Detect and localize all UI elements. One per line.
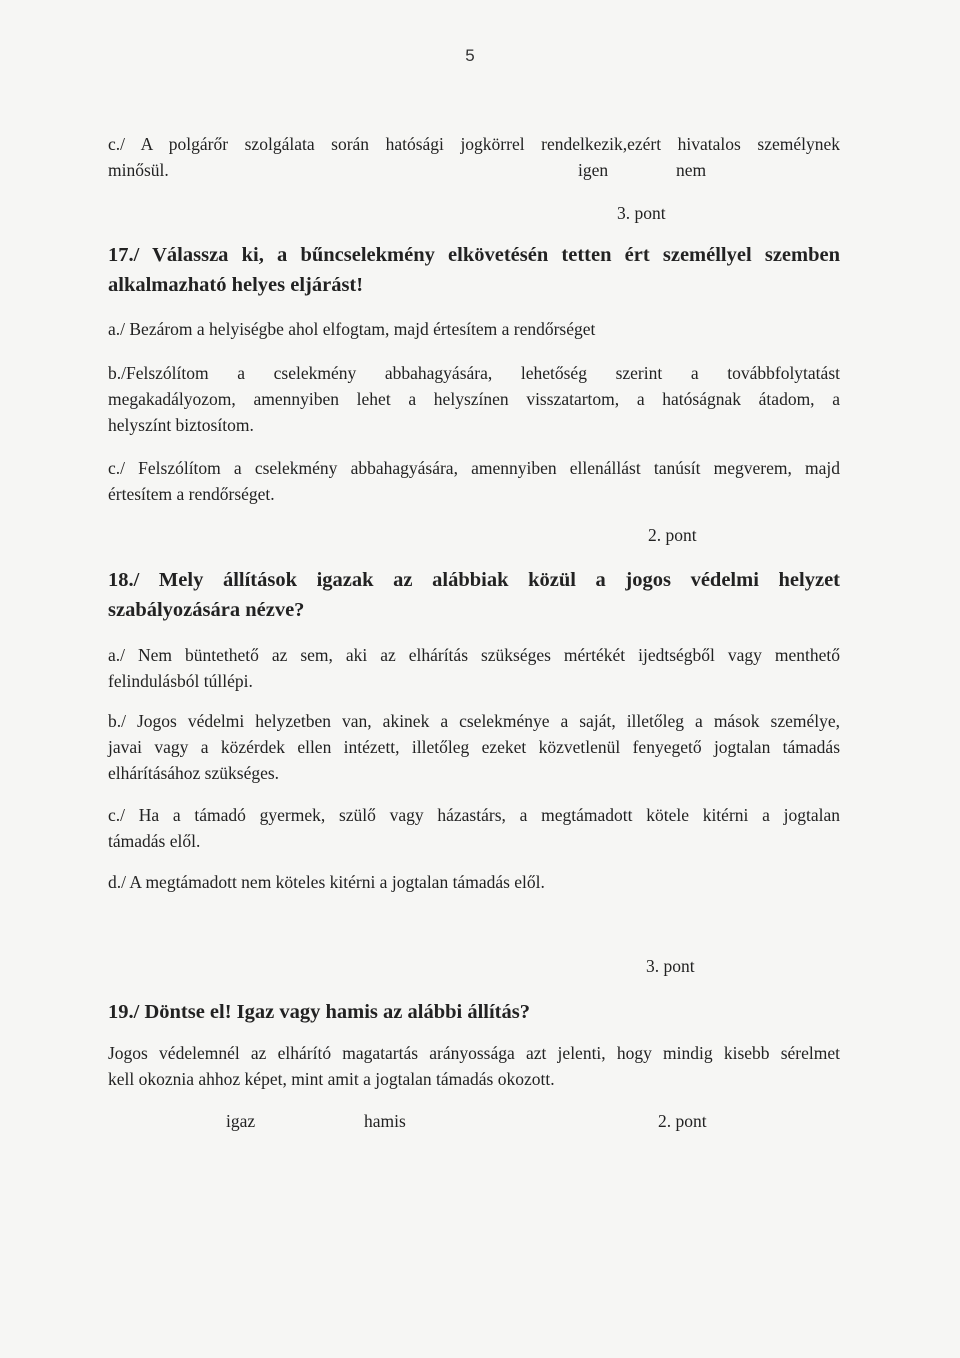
q18-title-line1: 18./ Mely állítások igazak az alábbiak közül a jogos védelmi helyzet <box>108 569 840 591</box>
q17-option-a-text: a./ Bezárom a helyiségbe ahol elfogtam, majd értesítem a rendőrséget <box>108 319 596 339</box>
q17-option-c-line1: c./ Felszólítom a cselekmény abbahagyására, amennyiben ellenállást tanúsít megverem, majd <box>108 458 840 478</box>
q17-title <box>108 240 840 300</box>
option-igaz[interactable]: igaz <box>226 1111 256 1131</box>
page-number: 5 <box>465 46 475 65</box>
q18-option-c-line2: támadás elől. <box>108 831 201 851</box>
q19-statement-line1: Jogos védelemnél az elhárító magatartás arányossága azt jelenti, hogy mindig kisebb sérelmet <box>108 1043 840 1063</box>
q17-title-line2: alkalmazható helyes eljárást! <box>108 274 364 296</box>
q19-points: 2. pont <box>658 1111 707 1131</box>
q17-option-c[interactable] <box>108 455 840 507</box>
q17-option-a[interactable] <box>108 316 840 342</box>
q18-option-c-line1: c./ Ha a támadó gyermek, szülő vagy házastárs, a megtámadott kötele kitérni a jogtalan <box>108 805 840 825</box>
q18-option-a[interactable] <box>108 642 840 694</box>
q18-option-a-line2: felindulásból túllépi. <box>108 671 253 691</box>
q17-option-c-line2: értesítem a rendőrséget. <box>108 484 275 504</box>
q18-option-c[interactable] <box>108 802 840 854</box>
option-nem[interactable]: nem <box>676 160 707 180</box>
q19-title <box>108 997 840 1027</box>
q17-option-b-line3: helyszínt biztosítom. <box>108 415 254 435</box>
q19-statement <box>108 1040 840 1092</box>
q18-title <box>108 565 840 625</box>
q17-title-line1: 17./ Válassza ki, a bűncselekmény elkövetésén tetten ért személlyel szemben <box>108 244 840 266</box>
q18-points: 3. pont <box>646 956 695 976</box>
q17-points: 2. pont <box>648 525 697 545</box>
q18-title-line2: szabályozására nézve? <box>108 599 305 621</box>
q18-option-b-line3: elhárításához szükséges. <box>108 763 280 783</box>
option-igen[interactable]: igen <box>578 160 609 180</box>
q16c-statement <box>108 131 840 183</box>
q16c-line2: minősül. <box>108 160 169 180</box>
q18-option-d[interactable] <box>108 869 840 895</box>
option-hamis[interactable]: hamis <box>364 1111 406 1131</box>
q18-option-a-line1: a./ Nem büntethető az sem, aki az elhárítás szükséges mértékét ijedtségből vagy menthető <box>108 645 840 665</box>
q16c-points: 3. pont <box>617 203 666 223</box>
q17-option-b-line2: megakadályozom, amennyiben lehet a helyszínen visszatartom, a hatóságnak átadom, a <box>108 389 840 409</box>
q18-option-d-text: d./ A megtámadott nem köteles kitérni a jogtalan támadás elől. <box>108 872 545 892</box>
q18-option-b-line2: javai vagy a közérdek ellen intézett, illetőleg ezeket közvetlenül fenyegető jogtalan támadás <box>108 737 840 757</box>
q16c-line1: c./ A polgárőr szolgálata során hatósági jogkörrel rendelkezik,ezért hivatalos személynek <box>108 134 840 154</box>
q17-option-b[interactable] <box>108 360 840 438</box>
q18-option-b-line1: b./ Jogos védelmi helyzetben van, akinek a cselekménye a saját, illetőleg a mások személye, <box>108 711 840 731</box>
q17-option-b-line1: b./Felszólítom a cselekmény abbahagyására, lehetőség szerint a továbbfolytatást <box>108 363 840 383</box>
q19-statement-line2: kell okoznia ahhoz képet, mint amit a jogtalan támadás okozott. <box>108 1069 555 1089</box>
q18-option-b[interactable] <box>108 708 840 786</box>
q19-title-text: 19./ Döntse el! Igaz vagy hamis az alábbi állítás? <box>108 1001 530 1023</box>
